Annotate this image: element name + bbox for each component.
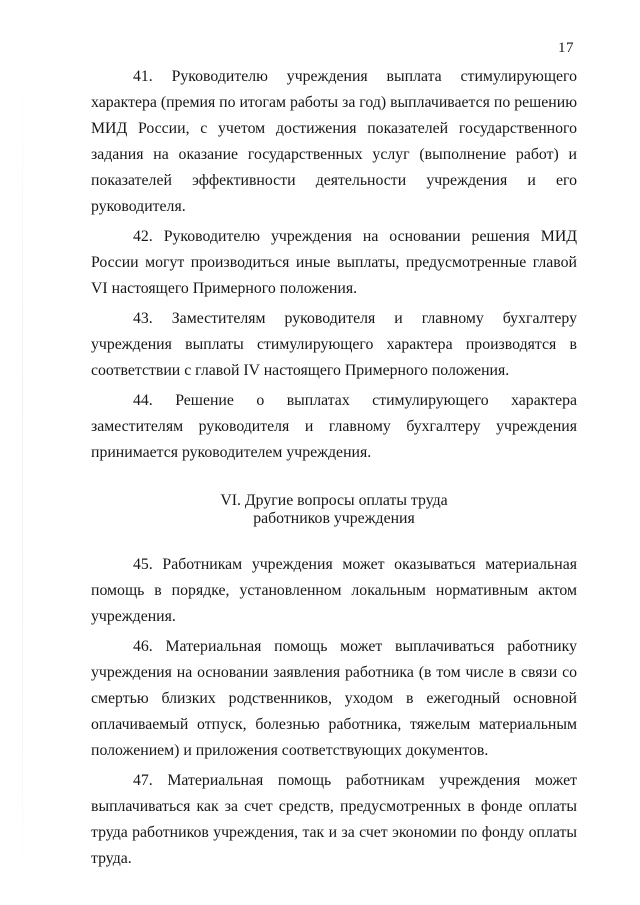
document-body xyxy=(91,64,577,876)
paragraph-46: 46. Материальная помощь может выплачиваться работнику учреждения на основании заявления работника (в том числе в связи со смертью близких родственников, уходом в ежегодный основной оплачиваемый отпуск, болезнью работника, тяжелым материальным положением) и приложения соответствующих документов. xyxy=(91,638,577,759)
paragraph-41: 41. Руководителю учреждения выплата стимулирующего характера (премия по итогам работы за год) выплачивается по решению МИД России, с учетом достижения показателей государственного задания на оказание государственных услуг (выполнение работ) и показателей эффективности деятельности учреждения и его руководителя. xyxy=(91,68,577,215)
section-heading-line-1: VI. Другие вопросы оплаты труда xyxy=(220,492,448,509)
paragraph-47: 47. Материальная помощь работникам учреждения может выплачиваться как за счет средств, предусмотренных в фонде оплаты труда работников учреждения, так и за счет экономии по фонду оплаты труда. xyxy=(91,772,577,867)
section-heading xyxy=(91,492,577,528)
section-heading-line-2: работников учреждения xyxy=(253,510,415,527)
paragraph-44: 44. Решение о выплатах стимулирующего характера заместителям руководителя и главному бухгалтеру учреждения принимается руководителем учреждения. xyxy=(91,392,577,461)
paragraph-45: 45. Работникам учреждения может оказываться материальная помощь в порядке, установленном локальным нормативным актом учреждения. xyxy=(91,556,577,625)
paragraph-42: 42. Руководителю учреждения на основании решения МИД России могут производиться иные выплаты, предусмотренные главой VI настоящего Примерного положения. xyxy=(91,228,577,297)
page-number: 17 xyxy=(558,40,574,56)
paragraph-43: 43. Заместителям руководителя и главному бухгалтеру учреждения выплаты стимулирующего характера производятся в соответствии с главой IV настоящего Примерного положения. xyxy=(91,310,577,379)
scan-edge-shadow xyxy=(22,40,23,900)
